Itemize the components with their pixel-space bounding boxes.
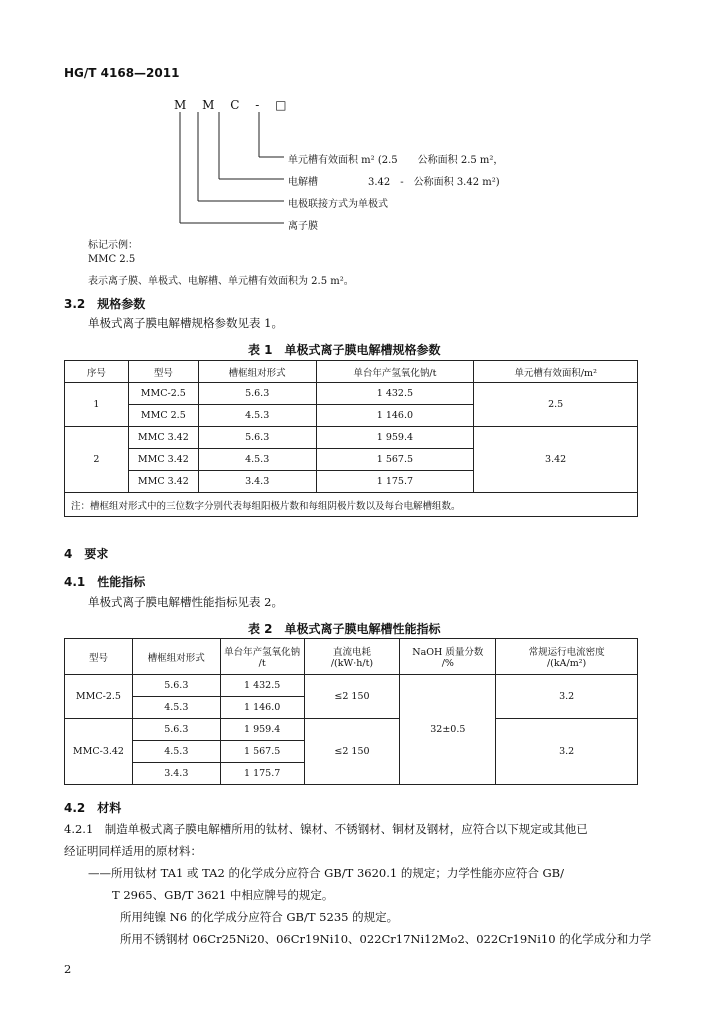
legend-item-membrane: 离子膜 xyxy=(288,221,318,232)
section-4-2-1-line-1: 4.2.1 制造单极式离子膜电解槽所用的钛材、镍材、不锈钢材、铜材及钢材，应符合以下规定或其他已 xyxy=(64,822,588,836)
t1-naoh: 1 567.5 xyxy=(316,449,474,471)
t1-frame: 5.6.3 xyxy=(198,383,316,405)
t1-frame: 4.5.3 xyxy=(198,405,316,427)
t1-model: MMC 3.42 xyxy=(128,427,198,449)
t1-header-seq: 序号 xyxy=(65,361,129,383)
t2-naoh: 1 146.0 xyxy=(220,697,304,719)
t2-model: MMC-3.42 xyxy=(65,719,133,785)
t1-seq: 2 xyxy=(65,427,129,493)
section-4-heading: 4 要求 xyxy=(64,547,109,561)
t2-naoh-fraction: 32±0.5 xyxy=(400,675,496,785)
t2-naoh: 1 567.5 xyxy=(220,741,304,763)
t2-header-model: 型号 xyxy=(65,639,133,675)
legend-item-connection: 电极联接方式为单极式 xyxy=(288,199,388,210)
t2-frame: 4.5.3 xyxy=(132,697,220,719)
t2-header-fraction: NaOH 质量分数 /% xyxy=(400,639,496,675)
t1-model: MMC 2.5 xyxy=(128,405,198,427)
example-description: 表示离子膜、单极式、电解槽、单元槽有效面积为 2.5 m²。 xyxy=(88,276,354,287)
t2-frame: 5.6.3 xyxy=(132,675,220,697)
t1-area: 2.5 xyxy=(474,383,638,427)
t2-current: 3.2 xyxy=(496,719,638,785)
t2-header-current: 常规运行电流密度 /(kA/m²) xyxy=(496,639,638,675)
t1-header-model: 型号 xyxy=(128,361,198,383)
t2-current: 3.2 xyxy=(496,675,638,719)
t1-area: 3.42 xyxy=(474,427,638,493)
section-4-2-heading: 4.2 材料 xyxy=(64,801,122,815)
t1-header-naoh: 单台年产氢氧化钠/t xyxy=(316,361,474,383)
t2-naoh: 1 432.5 xyxy=(220,675,304,697)
section-4-1-intro: 单极式离子膜电解槽性能指标见表 2。 xyxy=(88,595,283,609)
t1-frame: 4.5.3 xyxy=(198,449,316,471)
t2-header-power: 直流电耗 /(kW·h/t) xyxy=(304,639,400,675)
section-4-1-heading: 4.1 性能指标 xyxy=(64,575,146,589)
t1-model: MMC-2.5 xyxy=(128,383,198,405)
t1-seq: 1 xyxy=(65,383,129,427)
t1-note: 注：槽框组对形式中的三位数字分别代表每组阳极片数和每组阴极片数以及每台电解槽组数。 xyxy=(65,493,638,517)
model-code: M M C - □ xyxy=(174,98,293,112)
t1-naoh: 1 175.7 xyxy=(316,471,474,493)
example-code: MMC 2.5 xyxy=(88,254,136,265)
t1-naoh: 1 432.5 xyxy=(316,383,474,405)
t1-header-frame: 槽框组对形式 xyxy=(198,361,316,383)
t2-frame: 4.5.3 xyxy=(132,741,220,763)
t2-frame: 5.6.3 xyxy=(132,719,220,741)
t2-header-frame: 槽框组对形式 xyxy=(132,639,220,675)
t2-naoh: 1 959.4 xyxy=(220,719,304,741)
t2-power: ≤2 150 xyxy=(304,675,400,719)
section-4-2-1-line-2: 经证明同样适用的原材料： xyxy=(64,844,202,858)
t1-frame: 3.4.3 xyxy=(198,471,316,493)
stainless-item: 所用不锈钢材 06Cr25Ni20、06Cr19Ni10、022Cr17Ni12Mo2、022Cr19Ni10 的化学成分和力学 xyxy=(120,932,652,946)
table-1 xyxy=(64,360,638,517)
t1-header-area: 单元槽有效面积/m² xyxy=(474,361,638,383)
page-number: 2 xyxy=(64,962,72,976)
section-3-2-intro: 单极式离子膜电解槽规格参数见表 1。 xyxy=(88,316,283,330)
t2-header-naoh: 单台年产氢氧化钠 /t xyxy=(220,639,304,675)
t2-model: MMC-2.5 xyxy=(65,675,133,719)
example-label: 标记示例： xyxy=(88,240,138,251)
t1-frame: 5.6.3 xyxy=(198,427,316,449)
table-1-caption: 表 1 单极式离子膜电解槽规格参数 xyxy=(248,343,441,357)
legend-item-area: 单元槽有效面积 m² (2.5 公称面积 2.5 m²， xyxy=(288,155,504,166)
t1-naoh: 1 959.4 xyxy=(316,427,474,449)
t1-naoh: 1 146.0 xyxy=(316,405,474,427)
t2-frame: 3.4.3 xyxy=(132,763,220,785)
nickel-item: 所用纯镍 N6 的化学成分应符合 GB/T 5235 的规定。 xyxy=(120,910,399,924)
legend-item-electrolyzer: 电解槽 3.42 - 公称面积 3.42 m²) xyxy=(288,177,500,188)
table-2-caption: 表 2 单极式离子膜电解槽性能指标 xyxy=(248,622,441,636)
section-3-2-heading: 3.2 规格参数 xyxy=(64,297,146,311)
t2-power: ≤2 150 xyxy=(304,719,400,785)
document-code: HG/T 4168—2011 xyxy=(64,66,180,80)
titanium-item-line-1: ——所用钛材 TA1 或 TA2 的化学成分应符合 GB/T 3620.1 的规定；力学性能亦应符合 GB/ xyxy=(88,866,565,880)
titanium-item-line-2: T 2965、GB/T 3621 中相应牌号的规定。 xyxy=(112,888,334,902)
t2-naoh: 1 175.7 xyxy=(220,763,304,785)
t1-model: MMC 3.42 xyxy=(128,449,198,471)
table-2 xyxy=(64,638,638,785)
t1-model: MMC 3.42 xyxy=(128,471,198,493)
